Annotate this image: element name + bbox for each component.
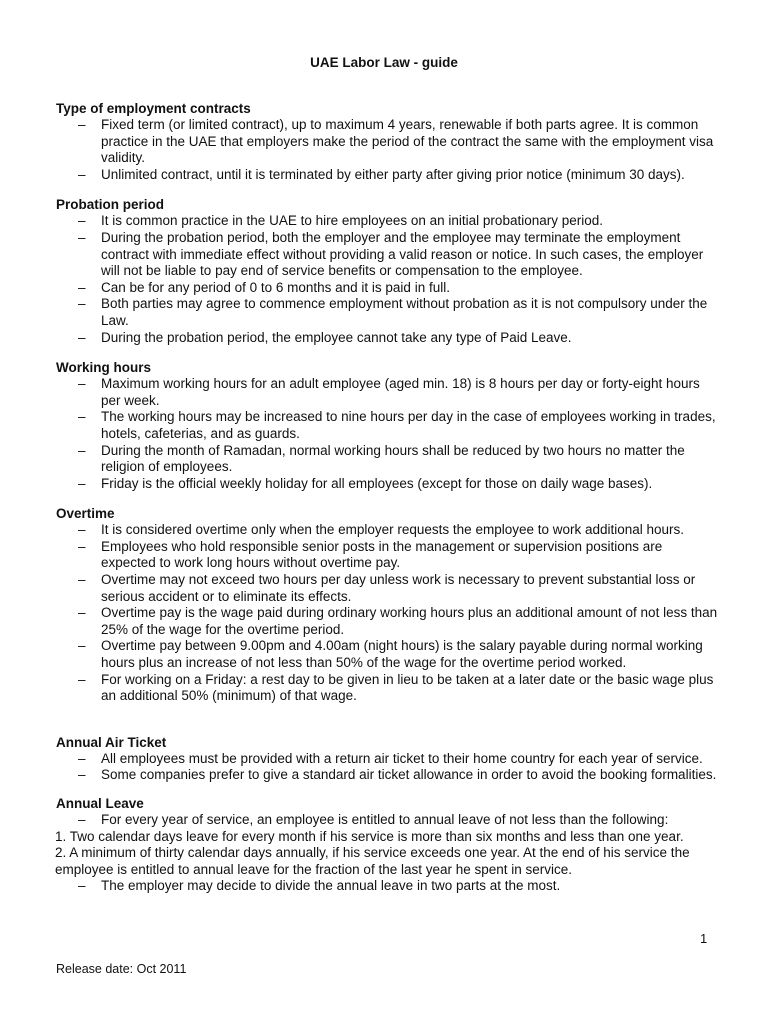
- list-item-text: Both parties may agree to commence employment without probation as it is not compulsory under the Law.: [101, 296, 708, 328]
- list-item-text: For working on a Friday: a rest day to be given in lieu to be taken at a later date or the basic wage plus an additional 50% (minimum) of that wage.: [101, 671, 714, 704]
- dash-bullet: –: [78, 475, 86, 491]
- list-item-text: Some companies prefer to give a standard air ticket allowance in order to avoid the booking formalities.: [101, 767, 717, 783]
- bullet-list: [56, 117, 718, 183]
- list-item: [56, 605, 718, 638]
- list-item: [56, 522, 718, 539]
- bullet-list: [56, 376, 718, 492]
- list-item: [56, 213, 718, 230]
- dash-bullet: –: [78, 767, 86, 783]
- list-item: [56, 638, 718, 671]
- dash-bullet: –: [78, 329, 86, 345]
- list-item: [56, 296, 718, 329]
- bullet-list: [56, 522, 718, 705]
- list-item-text: Friday is the official weekly holiday for all employees (except for those on daily wage bases).: [101, 475, 653, 491]
- list-item: [56, 330, 718, 347]
- list-item-text: During the month of Ramadan, normal working hours shall be reduced by two hours no matter the religion of employees.: [101, 442, 685, 475]
- list-item: [56, 476, 718, 493]
- dash-bullet: –: [78, 522, 86, 538]
- section-heading: Probation period: [56, 197, 164, 213]
- list-item: [56, 767, 718, 784]
- dash-bullet: –: [78, 812, 86, 827]
- dash-bullet: –: [78, 750, 86, 766]
- page-number: 1: [700, 931, 708, 946]
- list-item-text: For every year of service, an employee is entitled to annual leave of not less than the following:: [101, 812, 669, 827]
- list-item: [56, 812, 718, 829]
- list-item-text: During the probation period, the employee cannot take any type of Paid Leave.: [101, 329, 572, 345]
- list-item-text: All employees must be provided with a return air ticket to their home country for each year of service.: [101, 750, 703, 766]
- bullet-list: [56, 878, 718, 895]
- dash-bullet: –: [78, 279, 86, 295]
- dash-bullet: –: [78, 166, 86, 182]
- list-item: [56, 672, 718, 705]
- list-item: [56, 539, 718, 572]
- numbered-paragraph: 1. Two calendar days leave for every month if his service is more than six months and less than one year.: [55, 828, 684, 844]
- section: [56, 360, 718, 492]
- release-date: Release date: Oct 2011: [56, 962, 187, 976]
- section-annual-leave: [56, 796, 718, 895]
- list-item-text: The employer may decide to divide the annual leave in two parts at the most.: [101, 878, 561, 894]
- dash-bullet: –: [78, 229, 86, 245]
- dash-bullet: –: [78, 671, 86, 687]
- dash-bullet: –: [78, 605, 86, 621]
- section: [56, 101, 718, 183]
- list-item-text: Can be for any period of 0 to 6 months and it is paid in full.: [101, 279, 450, 295]
- list-item-text: Employees who hold responsible senior posts in the management or supervision positions are expected to work long hours without overtime pay.: [101, 538, 663, 571]
- list-item: [56, 878, 718, 895]
- bullet-list: [56, 213, 718, 346]
- page-title: UAE Labor Law - guide: [310, 55, 458, 70]
- list-item: [56, 443, 718, 476]
- dash-bullet: –: [78, 213, 86, 229]
- section-heading: Annual Air Ticket: [56, 734, 167, 750]
- list-item: [56, 280, 718, 297]
- section-heading: Working hours: [56, 360, 152, 376]
- section: [56, 197, 718, 346]
- list-item-text: Unlimited contract, until it is terminated by either party after giving prior notice (minimum 30 days).: [101, 166, 685, 182]
- bullet-list: [56, 751, 718, 784]
- section-heading: Type of employment contracts: [56, 101, 251, 116]
- dash-bullet: –: [78, 409, 86, 425]
- document-body: [56, 87, 718, 895]
- dash-bullet: –: [78, 878, 86, 894]
- list-item-text: Overtime pay between 9.00pm and 4.00am (night hours) is the salary payable during normal working hours plus an increase of not less than 50% of the wage for the overtime period worked.: [101, 638, 703, 671]
- list-item: [56, 751, 718, 768]
- list-item-text: Maximum working hours for an adult employee (aged min. 18) is 8 hours per day or forty-eight hours per week.: [101, 376, 700, 408]
- section: [56, 735, 718, 784]
- section-heading: Annual Leave: [56, 796, 144, 811]
- list-item-text: Overtime may not exceed two hours per day unless work is necessary to prevent substantial loss or serious accident or to eliminate its effects.: [101, 572, 696, 604]
- dash-bullet: –: [78, 638, 86, 654]
- list-item: [56, 572, 718, 605]
- dash-bullet: –: [78, 296, 86, 312]
- list-item-text: During the probation period, both the employer and the employee may terminate the employment contract with immediate effect without providing a valid reason or notice. In such cases, the employer will not be liable to pay end of service benefits or compensation to the employee.: [101, 229, 704, 279]
- dash-bullet: –: [78, 572, 86, 588]
- list-item-text: It is considered overtime only when the employer requests the employee to work additional hours.: [101, 522, 685, 538]
- sections: [56, 101, 718, 784]
- list-item-text: Fixed term (or limited contract), up to maximum 4 years, renewable if both parts agree. It is common practice in the UAE that employers make the period of the contract the same with the employment visa validity.: [101, 117, 714, 166]
- section: [56, 506, 718, 705]
- bullet-list: [56, 812, 718, 829]
- list-item: [56, 230, 718, 280]
- dash-bullet: –: [78, 442, 86, 458]
- list-item-text: It is common practice in the UAE to hire employees on an initial probationary period.: [101, 213, 604, 229]
- list-item: [56, 167, 718, 184]
- list-item: [56, 409, 718, 442]
- list-item: [56, 376, 718, 409]
- list-item-text: The working hours may be increased to nine hours per day in the case of employees working in trades, hotels, cafeterias, and as guards.: [101, 409, 716, 441]
- dash-bullet: –: [78, 117, 86, 132]
- dash-bullet: –: [78, 538, 86, 554]
- dash-bullet: –: [78, 376, 86, 392]
- list-item-text: Overtime pay is the wage paid during ordinary working hours plus an additional amount of not less than 25% of the wage for the overtime period.: [101, 605, 718, 637]
- section-heading: Overtime: [56, 506, 115, 522]
- numbered-paragraph: 2. A minimum of thirty calendar days annually, if his service exceeds one year. At the end of his service the employee is entitled to annual leave for the fraction of the last year he spent in service.: [55, 845, 690, 877]
- list-item: [56, 117, 718, 167]
